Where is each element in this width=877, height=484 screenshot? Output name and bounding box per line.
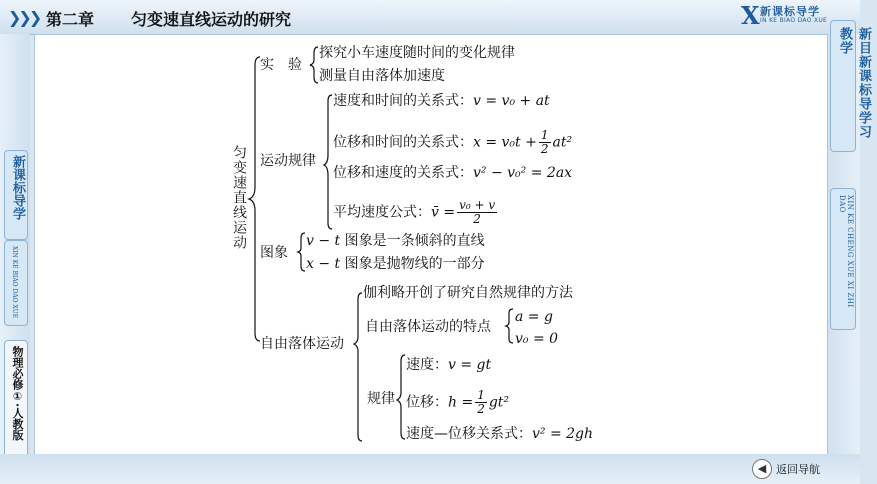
- logo-x: X: [741, 1, 760, 30]
- back-arrow-icon[interactable]: ◀: [752, 459, 772, 479]
- logo-text: 新课标导学: [760, 5, 820, 18]
- right-tab-pinyin: [830, 188, 856, 330]
- left-tab-pinyin-label: XIN KE BIAO DAO XUE: [11, 246, 18, 319]
- content-area: [34, 34, 828, 456]
- law-velocity-time: 速度和时间的关系式：v = v₀ + at: [333, 93, 550, 109]
- logo-subtext: IN KE BIAO DAO XUE: [760, 17, 828, 24]
- law-displacement-time: 位移和时间的关系式：x = v₀t + $\frac{1}{2}$ at²: [333, 128, 573, 156]
- fraction: $\frac{1}{2}$: [540, 128, 549, 156]
- experiment-label: 实 验: [260, 57, 302, 73]
- graphs-label: 图象: [260, 245, 288, 261]
- law-average-velocity: 平均速度公式：v̄ = $\frac{\text{v₀ + v}}{2}$: [333, 198, 496, 226]
- motion-laws-label: 运动规律: [260, 153, 316, 169]
- features-label: 自由落体运动的特点: [365, 319, 491, 335]
- graph-vt: v − t 图象是一条倾斜的直线: [306, 233, 485, 249]
- left-tab-brand-label: 新课标导学: [10, 155, 25, 220]
- right-tab-pinyin-label: XIN KE CHENG XUE XI ZHI DAO: [838, 195, 854, 308]
- graph-xt: x − t 图象是抛物线的一部分: [306, 256, 485, 272]
- back-to-nav-link[interactable]: 返回导航: [776, 463, 820, 476]
- feature-v0: v₀ = 0: [515, 331, 559, 347]
- right-tab-brand[interactable]: [830, 20, 871, 152]
- header-bar: [0, 0, 860, 35]
- law-displacement-velocity: 位移和速度的关系式：v² − v₀² = 2ax: [333, 165, 573, 181]
- left-tab-book: [4, 340, 28, 458]
- book-label: 物理必修①·人教版: [11, 346, 24, 441]
- left-tab-pinyin: [4, 240, 28, 326]
- feature-a-g: a = g: [515, 309, 553, 325]
- right-tab-brand-label: 新目新课标导学习教学: [837, 27, 871, 139]
- left-tab-brand[interactable]: [4, 150, 28, 240]
- free-fall-label: 自由落体运动: [260, 336, 344, 352]
- experiment-item: 测量自由落体加速度: [319, 68, 445, 84]
- fraction: $\frac{\text{v₀ + v}}{2}$: [459, 198, 496, 226]
- fall-law-velocity-displacement: 速度—位移关系式：v² = 2gh: [406, 426, 594, 442]
- root-label: 匀变速直线运动: [231, 145, 247, 250]
- chapter-label: 第二章: [46, 10, 95, 29]
- fraction: $\frac{1}{2}$: [477, 388, 485, 416]
- fall-law-velocity: 速度：v = gt: [406, 357, 492, 373]
- experiment-item: 探究小车速度随时间的变化规律: [319, 45, 515, 61]
- fall-law-displacement: 位移：h = $\frac{1}{2}$ gt²: [406, 388, 510, 416]
- footer-bar: [0, 454, 860, 484]
- laws-label: 规律: [367, 391, 395, 407]
- galileo-item: 伽利略开创了研究自然规律的方法: [363, 285, 573, 301]
- chapter-title: 匀变速直线运动的研究: [131, 10, 292, 29]
- triple-chevron-right-icon: ❯❯❯: [8, 8, 40, 27]
